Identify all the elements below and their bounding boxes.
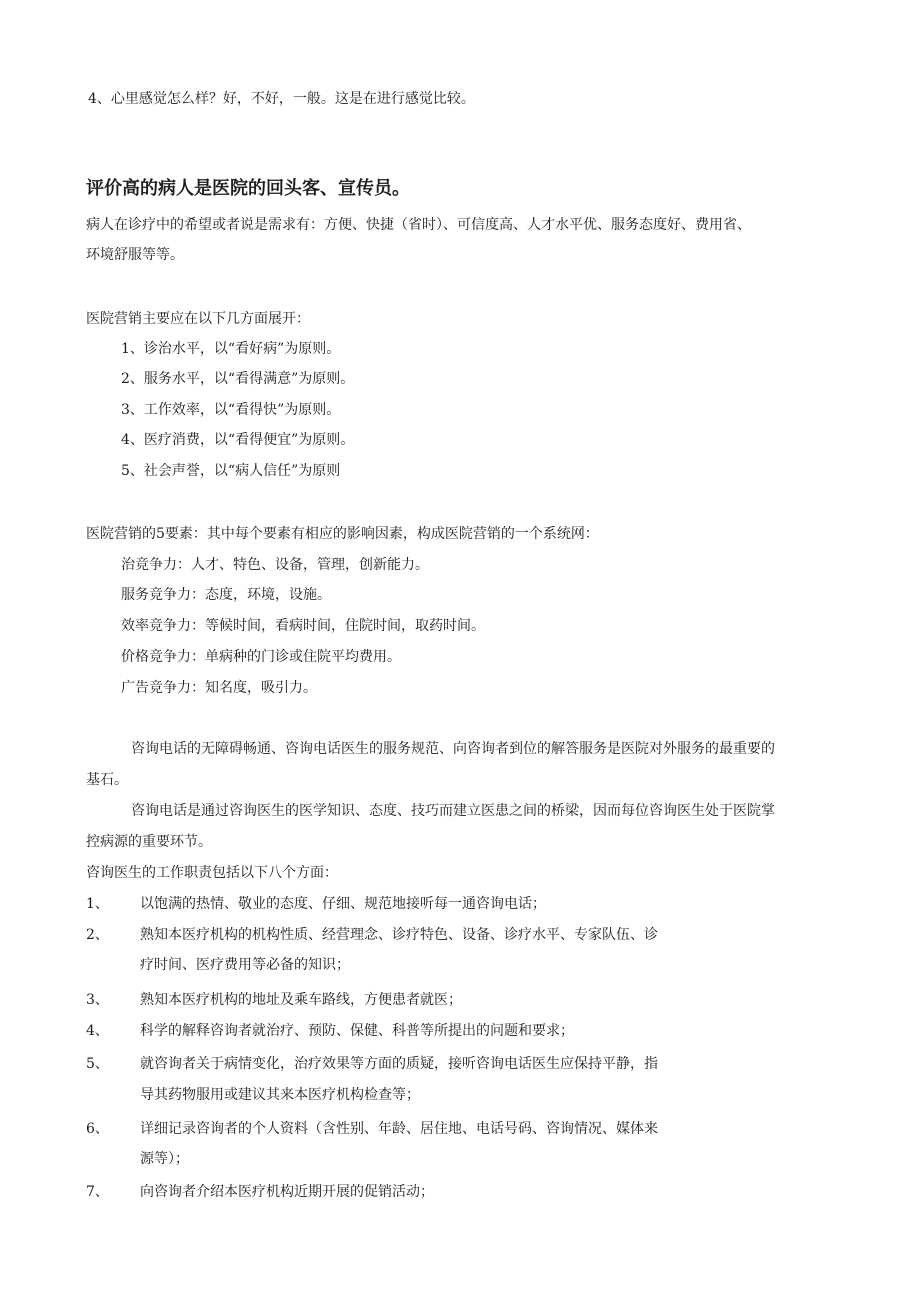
elements-title: 医院营销的5要素：其中每个要素有相应的影响因素，构成医院营销的一个系统网： xyxy=(86,526,599,542)
paragraph-1-line-2: 基石。 xyxy=(86,772,128,788)
duty-number: 7、 xyxy=(86,1184,109,1200)
paragraph-1-line-1: 咨询电话的无障碍畅通、咨询电话医生的服务规范、向咨询者到位的解答服务是医院对外服务的最重要的 xyxy=(131,741,775,757)
element-item: 广告竞争力：知名度，吸引力。 xyxy=(121,680,317,696)
duty-text: 详细记录咨询者的个人资料（含性别、年龄、居住地、电话号码、咨询情况、媒体来 xyxy=(140,1121,658,1137)
intro-line: 4、心里感觉怎么样？好，不好，一般。这是在进行感觉比较。 xyxy=(88,91,475,107)
element-item: 价格竞争力：单病种的门诊或住院平均费用。 xyxy=(121,649,401,665)
duties-title: 咨询医生的工作职责包括以下八个方面： xyxy=(86,865,338,881)
duty-text-continued: 导其药物服用或建议其来本医疗机构检查等； xyxy=(140,1087,420,1103)
duty-number: 5、 xyxy=(86,1056,109,1072)
paragraph-2-line-2: 控病源的重要环节。 xyxy=(86,834,212,850)
duty-number: 1、 xyxy=(86,896,109,912)
duty-text-continued: 源等）； xyxy=(140,1151,189,1167)
duty-number: 6、 xyxy=(86,1121,109,1137)
duty-number: 3、 xyxy=(86,992,109,1008)
duty-text-continued: 疗时间、医疗费用等必备的知识； xyxy=(140,957,350,973)
needs-line-2: 环境舒服等等。 xyxy=(86,247,184,263)
marketing-item: 3、工作效率，以“看得快”为原则。 xyxy=(121,402,341,418)
needs-line-1: 病人在诊疗中的希望或者说是需求有：方便、快捷（省时）、可信度高、人才水平优、服务态度好、费用省、 xyxy=(86,217,751,233)
duty-text: 熟知本医疗机构的机构性质、经营理念、诊疗特色、设备、诊疗水平、专家队伍、诊 xyxy=(140,927,658,943)
section-heading: 评价高的病人是医院的回头客、宣传员。 xyxy=(86,178,410,199)
duty-text: 就咨询者关于病情变化，治疗效果等方面的质疑，接听咨询电话医生应保持平静，指 xyxy=(140,1056,658,1072)
duty-number: 2、 xyxy=(86,927,109,943)
element-item: 治竞争力：人才、特色、设备，管理，创新能力。 xyxy=(121,557,429,573)
marketing-title: 医院营销主要应在以下几方面展开： xyxy=(86,311,310,327)
paragraph-2-line-1: 咨询电话是通过咨询医生的医学知识、态度、技巧而建立医患之间的桥梁，因而每位咨询医生处于医院掌 xyxy=(131,803,775,819)
duty-number: 4、 xyxy=(86,1023,109,1039)
duty-text: 以饱满的热情、敬业的态度、仔细、规范地接听每一通咨询电话； xyxy=(140,896,546,912)
duty-text: 科学的解释咨询者就治疗、预防、保健、科普等所提出的问题和要求； xyxy=(140,1023,574,1039)
element-item: 效率竞争力：等候时间，看病时间，住院时间，取药时间。 xyxy=(121,618,485,634)
marketing-item: 2、服务水平，以“看得满意”为原则。 xyxy=(121,371,355,387)
element-item: 服务竞争力：态度，环境，设施。 xyxy=(121,587,331,603)
duty-text: 向咨询者介绍本医疗机构近期开展的促销活动； xyxy=(140,1184,434,1200)
marketing-item: 5、社会声誉，以“病人信任”为原则 xyxy=(121,463,341,479)
marketing-item: 4、医疗消费，以“看得便宜”为原则。 xyxy=(121,432,355,448)
marketing-item: 1、诊治水平，以“看好病”为原则。 xyxy=(121,341,341,357)
duty-text: 熟知本医疗机构的地址及乘车路线，方便患者就医； xyxy=(140,992,462,1008)
